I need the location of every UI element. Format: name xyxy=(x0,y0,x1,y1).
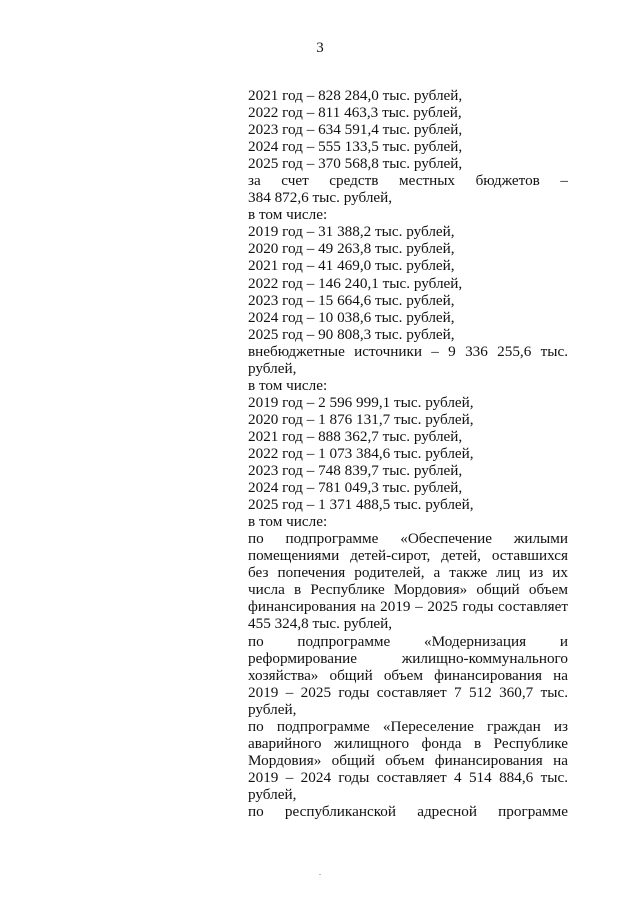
text-line: 2021 год – 888 362,7 тыс. рублей, xyxy=(248,427,463,445)
text-line: 2021 год – 828 284,0 тыс. рублей, xyxy=(248,87,463,104)
text-line: 2022 год – 1 073 384,6 тыс. рублей, xyxy=(248,444,474,462)
text-line: в том числе: xyxy=(248,513,328,531)
document-body xyxy=(248,87,568,820)
text-line: помещениями детей-сирот, детей, оставшихся xyxy=(248,547,568,565)
text-line: по подпрограмме «Переселение граждан из xyxy=(248,717,568,735)
text-line: в том числе: xyxy=(248,376,328,394)
text-line: Мордовия» общий объем финансирования на xyxy=(248,751,568,769)
text-line: 2023 год – 748 839,7 тыс. рублей, xyxy=(248,462,463,480)
text-line: 2023 год – 634 591,4 тыс. рублей, xyxy=(248,121,463,139)
footer-mark xyxy=(319,874,321,875)
text-line: 2021 год – 41 469,0 тыс. рублей, xyxy=(248,257,455,275)
text-line: 384 872,6 тыс. рублей, xyxy=(248,189,393,207)
text-line: 2024 год – 781 049,3 тыс. рублей, xyxy=(248,479,463,497)
text-line: 2025 год – 90 808,3 тыс. рублей, xyxy=(248,325,455,343)
text-line: по подпрограмме «Модернизация и xyxy=(248,632,568,650)
page-number: 3 xyxy=(316,40,324,56)
text-line: числа в Республике Мордовия» общий объем xyxy=(248,581,568,599)
text-line: реформирование жилищно-коммунального xyxy=(248,649,568,667)
text-line: хозяйства» общий объем финансирования на xyxy=(248,666,568,684)
text-line: по подпрограмме «Обеспечение жилыми xyxy=(248,530,568,548)
text-line: 2019 год – 2 596 999,1 тыс. рублей, xyxy=(248,393,474,411)
text-line: 2020 год – 1 876 131,7 тыс. рублей, xyxy=(248,410,474,428)
text-line: 2025 год – 1 371 488,5 тыс. рублей, xyxy=(248,496,474,514)
text-line: внебюджетные источники – 9 336 255,6 тыс. xyxy=(248,342,568,360)
text-line: 455 324,8 тыс. рублей, xyxy=(248,615,393,633)
text-line: 2019 – 2025 годы составляет 7 512 360,7 тыс. xyxy=(248,683,568,701)
text-line: аварийного жилищного фонда в Республике xyxy=(248,734,568,752)
text-line: 2019 год – 31 388,2 тыс. рублей, xyxy=(248,223,455,241)
text-line: 2022 год – 811 463,3 тыс. рублей, xyxy=(248,104,462,122)
text-line: рублей, xyxy=(248,359,297,377)
text-line: 2022 год – 146 240,1 тыс. рублей, xyxy=(248,274,463,292)
text-line: 2024 год – 555 133,5 тыс. рублей, xyxy=(248,138,463,156)
text-line: по республиканской адресной программе xyxy=(248,802,568,820)
text-line: рублей, xyxy=(248,700,297,718)
text-line: за счет средств местных бюджетов – xyxy=(248,172,568,190)
text-line: 2025 год – 370 568,8 тыс. рублей, xyxy=(248,155,463,173)
text-line: в том числе: xyxy=(248,206,328,224)
text-line: рублей, xyxy=(248,785,297,803)
text-line: 2019 – 2024 годы составляет 4 514 884,6 тыс. xyxy=(248,768,568,786)
text-line: 2024 год – 10 038,6 тыс. рублей, xyxy=(248,308,455,326)
text-line: 2020 год – 49 263,8 тыс. рублей, xyxy=(248,240,455,258)
text-line: 2023 год – 15 664,6 тыс. рублей, xyxy=(248,291,455,309)
text-line: финансирования на 2019 – 2025 годы составляет xyxy=(248,598,568,616)
text-line: без попечения родителей, а также лиц из их xyxy=(248,564,568,582)
